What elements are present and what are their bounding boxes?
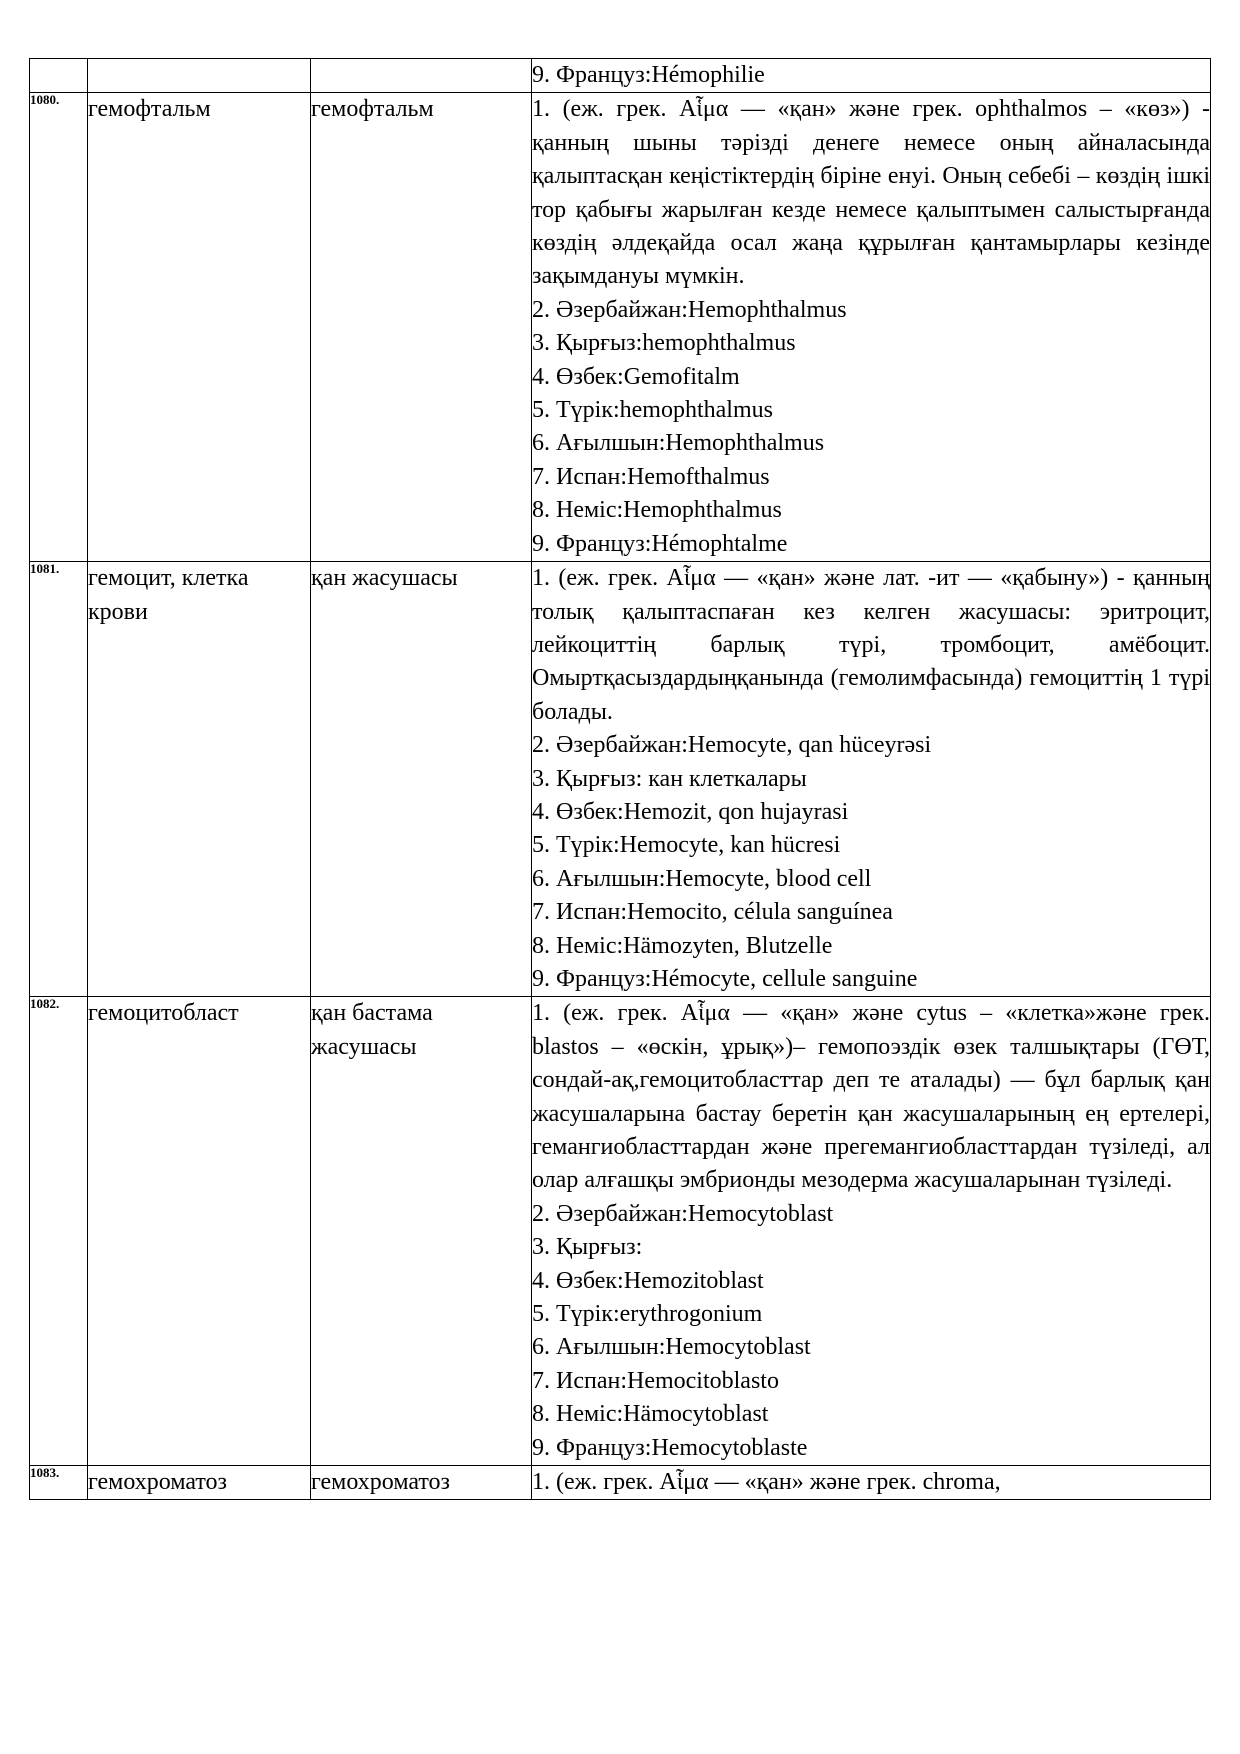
translation-line: 9. Француз:Hemocytoblaste: [532, 1434, 808, 1461]
entry-number: 1082.: [30, 997, 88, 1466]
russian-term: гемохроматоз: [88, 1466, 311, 1500]
table-row: [30, 59, 1211, 93]
dictionary-table: [29, 58, 1211, 1500]
entry-number: 1083.: [30, 1466, 88, 1500]
translation-line: 8. Неміс:Hämocytoblast: [532, 1401, 769, 1428]
translation-line: 7. Испан:Hemocitoblasto: [532, 1367, 779, 1394]
translation-line: 2. Әзербайжан:Hemocytoblast: [532, 1200, 834, 1227]
translation-line: 9. Француз:Hémocyte, cellule sanguine: [532, 965, 918, 992]
translation-line: 9. Француз:Hémophilie: [532, 62, 765, 88]
entry-number: [30, 59, 88, 93]
translation-line: 9. Француз:Hémophtalme: [532, 530, 788, 557]
definition-cell: [532, 997, 1211, 1466]
definition-text: 1. (еж. грек. Αἷμα — «қан» және грек. ophthalmos – «көз») - қанның шыны тәрізді денеге немесе оның айналасында қалыптасқан кеңістіктердің біріне енуі. Оның себебі – көздің ішкі тор қабығы жарылған кезде немесе қалыптымен салыстырғанда көздің әлдеқайда осал жаңа құрылған қантамырлары кезінде зақымдануы мүмкін.: [532, 96, 1210, 290]
translation-line: 3. Қырғыз:hemophthalmus: [532, 330, 796, 357]
table-row: [30, 93, 1211, 562]
table-row: [30, 562, 1211, 997]
kazakh-term: гемохроматоз: [311, 1466, 532, 1500]
russian-term: гемоцитобласт: [88, 997, 311, 1466]
kazakh-term: қан жасушасы: [311, 562, 532, 997]
translation-line: 6. Ағылшын:Hemocytoblast: [532, 1334, 811, 1361]
translation-line: 6. Ағылшын:Hemocyte, blood cell: [532, 865, 872, 892]
russian-term: гемоцит, клетка крови: [88, 562, 311, 997]
translation-line: 7. Испан:Hemocito, célula sanguínea: [532, 899, 893, 926]
table-row: [30, 1466, 1211, 1500]
translation-line: 6. Ағылшын:Hemophthalmus: [532, 430, 825, 457]
kazakh-term: гемофтальм: [311, 93, 532, 562]
translation-line: 4. Өзбек:Gemofitalm: [532, 363, 740, 390]
definition-cell: [532, 59, 1211, 93]
translation-line: 5. Түрік:erythrogonium: [532, 1301, 763, 1328]
definition-cell: [532, 93, 1211, 562]
definition-cell: [532, 562, 1211, 997]
entry-number: 1080.: [30, 93, 88, 562]
kazakh-term: қан бастама жасушасы: [311, 997, 532, 1466]
definition-text: 1. (еж. грек. Αἷμα — «қан» және cytus – «клетка»және грек. blastos – «өскін, ұрық»)– гемопоэздік өзек талшықтары (ГӨТ, сондай-ақ,гемоцитобласттар деп те аталады) — бұл барлық қан жасушаларына бастау беретін қан жасушаларының ең ертелері, гемангиобласттардан және прегемангиобласттардан түзіледі, ал олар алғашқы эмбрионды мезодерма жасушаларынан түзіледі.: [532, 1000, 1210, 1194]
translation-line: 5. Түрік:hemophthalmus: [532, 397, 773, 424]
kazakh-term: [311, 59, 532, 93]
translation-line: 5. Түрік:Hemocyte, kan hücresi: [532, 832, 841, 859]
definition-text: 1. (еж. грек. Αἷμα — «қан» және лат. -ит — «қабыну») - қанның толық қалыптаспаған кез келген жасушасы: эритроцит, лейкоциттің барлық түрі, тромбоцит, амёбоцит. Омыртқасыздардыңқанында (гемолимфасында) гемоциттің 1 түрі болады.: [532, 565, 1210, 725]
translation-line: 3. Қырғыз: кан клеткалары: [532, 765, 807, 792]
definition-text: 1. (еж. грек. Αἷμα — «қан» және грек. chroma,: [532, 1469, 1001, 1496]
translation-line: 8. Неміс:Hämozyten, Blutzelle: [532, 932, 833, 959]
russian-term: гемофтальм: [88, 93, 311, 562]
translation-line: 4. Өзбек:Hemozit, qon hujayrasi: [532, 798, 849, 825]
translation-line: 7. Испан:Hemofthalmus: [532, 463, 770, 490]
translation-line: 2. Әзербайжан:Hemocyte, qan hüceyrəsi: [532, 732, 932, 759]
entry-number: 1081.: [30, 562, 88, 997]
definition-cell: [532, 1466, 1211, 1500]
russian-term: [88, 59, 311, 93]
table-row: [30, 997, 1211, 1466]
translation-line: 4. Өзбек:Hemozitoblast: [532, 1267, 764, 1294]
translation-line: 2. Әзербайжан:Hemophthalmus: [532, 296, 847, 323]
translation-line: 8. Неміс:Hemophthalmus: [532, 497, 782, 524]
translation-line: 3. Қырғыз:: [532, 1234, 643, 1261]
